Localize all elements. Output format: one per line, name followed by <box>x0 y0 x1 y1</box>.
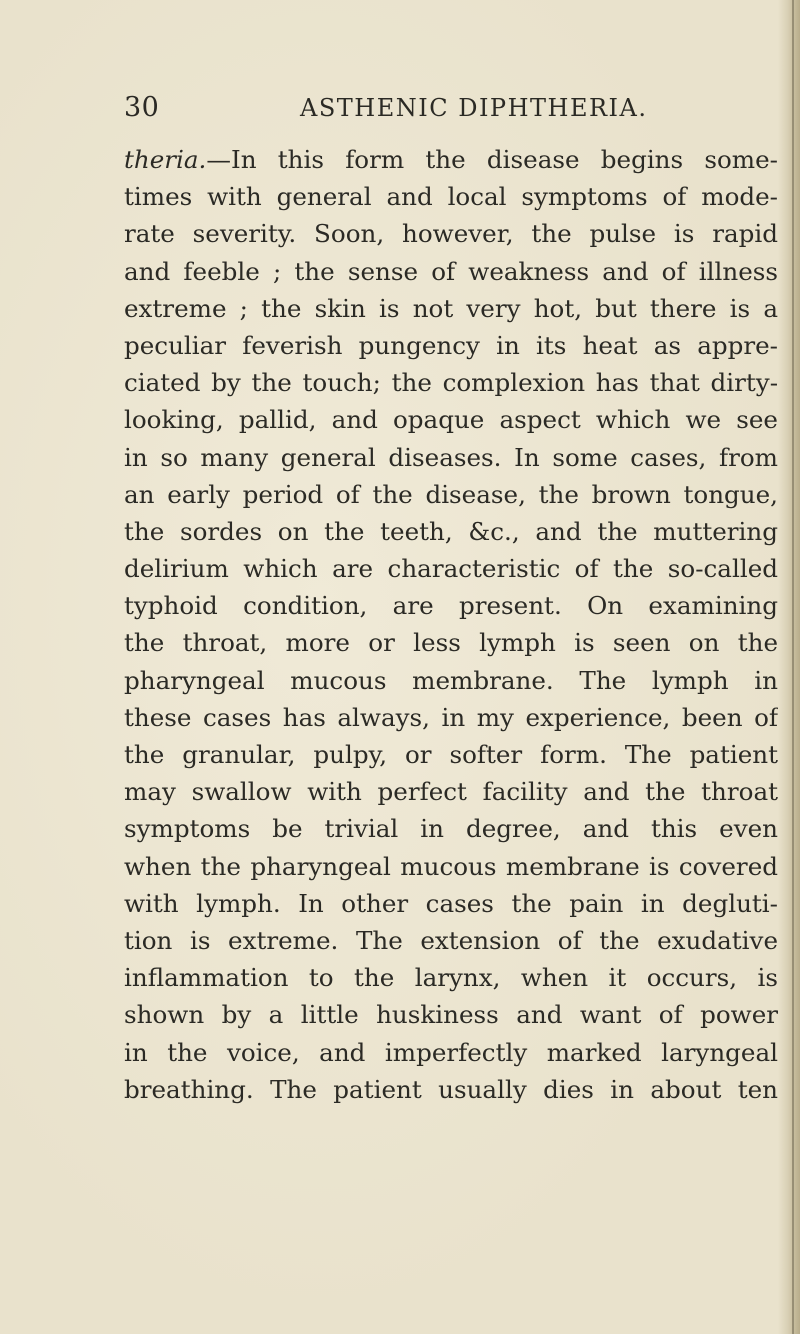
text-line: symptoms be trivial in degree, and this even <box>124 814 778 844</box>
text-line: looking, pallid, and opaque aspect which we see <box>124 405 778 435</box>
text-line: pharyngeal mucous membrane. The lymph in <box>124 665 778 695</box>
line-rest: —In this form the disease begins some- <box>206 145 778 174</box>
text-line: delirium which are characteristic of the so-called <box>124 554 778 584</box>
text-line: peculiar feverish pungency in its heat as appre- <box>124 330 778 360</box>
text-line: shown by a little huskiness and want of power <box>124 1000 778 1030</box>
running-head: ASTHENIC DIPHTHERIA. <box>300 94 648 122</box>
text-line: in so many general diseases. In some cases, from <box>124 442 778 472</box>
text-line: with lymph. In other cases the pain in degluti- <box>124 888 778 918</box>
text-line: in the voice, and imperfectly marked laryngeal <box>124 1037 778 1067</box>
page-edge-line <box>792 0 794 1334</box>
text-line: extreme ; the skin is not very hot, but there is a <box>124 293 778 323</box>
text-line: rate severity. Soon, however, the pulse is rapid <box>124 219 778 249</box>
text-line: an early period of the disease, the brown tongue, <box>124 479 778 509</box>
page-number: 30 <box>124 92 160 123</box>
italic-word: theria. <box>124 145 207 174</box>
text-line <box>124 141 778 178</box>
text-line: and feeble ; the sense of weakness and of illness <box>124 256 778 286</box>
text-line: the sordes on the teeth, &c., and the muttering <box>124 516 778 546</box>
text-line: times with general and local symptoms of mode- <box>124 182 778 212</box>
text-line: the throat, more or less lymph is seen on the <box>124 628 778 658</box>
text-line: may swallow with perfect facility and the throat <box>124 777 778 807</box>
text-line: the granular, pulpy, or softer form. The patient <box>124 740 778 769</box>
body-text <box>124 141 784 1108</box>
text-line: breathing. The patient usually dies in about ten <box>124 1074 778 1104</box>
text-line: inflammation to the larynx, when it occurs, is <box>124 963 778 993</box>
text-line: when the pharyngeal mucous membrane is covered <box>124 851 778 881</box>
text-line: ciated by the touch; the complexion has that dirty- <box>124 368 778 398</box>
text-line: tion is extreme. The extension of the exudative <box>124 925 778 955</box>
page-header <box>0 92 800 132</box>
text-line: typhoid condition, are present. On examining <box>124 591 778 621</box>
text-line: these cases has always, in my experience, been of <box>124 702 778 732</box>
